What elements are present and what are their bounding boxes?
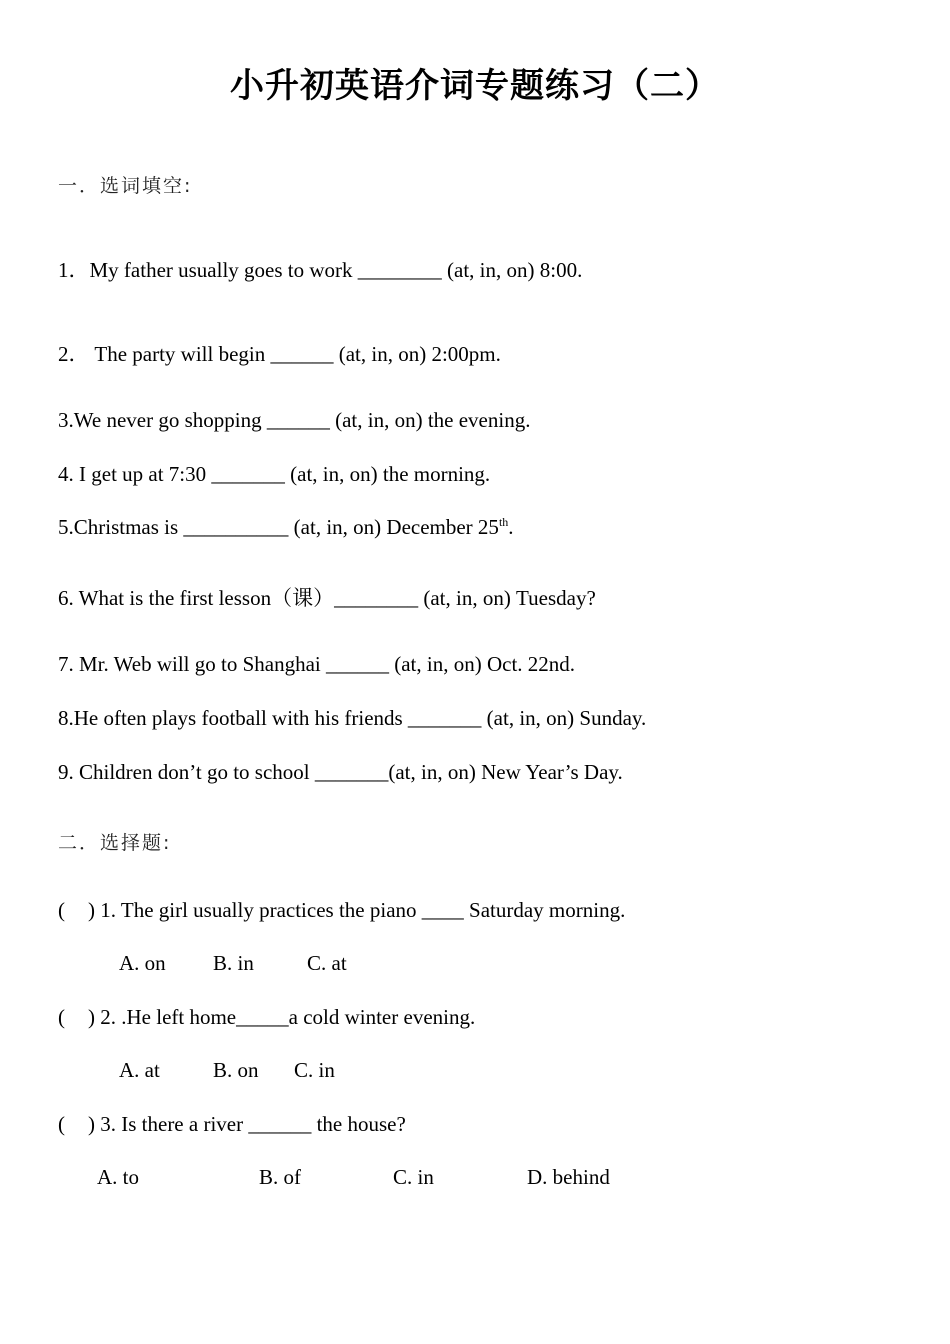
choice-question-3 [58,1112,406,1137]
choice-question-2 [58,1005,475,1030]
answer-paren: ( [58,898,65,922]
page-title: 小升初英语介词专题练习（二） [230,66,720,106]
option-a: A. on [119,951,166,975]
section-heading-fill-in: 一．选词填空: [58,175,193,197]
fill-in-item-1: 1．My father usually goes to work ________ (at, in, on) 8:00. [58,258,583,282]
ordinal-suffix: th [498,515,509,529]
answer-paren: ( [58,1112,65,1136]
option-c: C. in [393,1165,434,1189]
fill-in-item-9: 9. Children don’t go to school _______(at, in, on) New Year’s Day. [58,760,623,784]
option-d: D. behind [527,1165,610,1189]
fill-in-item-3: 3.We never go shopping ______ (at, in, on) the evening. [58,408,531,432]
fill-in-item-4: 4. I get up at 7:30 _______ (at, in, on) the morning. [58,462,491,486]
choice-question-1 [58,898,625,923]
fill-in-item-5-text: 5.Christmas is __________ (at, in, on) December 25 [58,515,499,539]
fill-in-item-5 [58,515,514,540]
fill-in-item-8: 8.He often plays football with his friends _______ (at, in, on) Sunday. [58,706,647,730]
option-b: B. on [213,1058,259,1082]
option-c: C. in [294,1058,335,1082]
fill-in-item-7: 7. Mr. Web will go to Shanghai ______ (at, in, on) Oct. 22nd. [58,652,576,676]
section-heading-multiple-choice: 二．选择题: [58,832,172,854]
fill-in-item-2: 2． The party will begin ______ (at, in, on) 2:00pm. [58,342,501,366]
option-b: B. of [259,1165,301,1189]
choice-question-3-stem: ) 3. Is there a river ______ the house? [88,1112,406,1136]
choice-question-1-stem: ) 1. The girl usually practices the piano ____ Saturday morning. [88,898,626,922]
option-a: A. at [119,1058,160,1082]
option-a: A. to [97,1165,139,1189]
fill-in-item-5-end: . [508,515,514,539]
option-c: C. at [307,951,347,975]
choice-question-2-stem: ) 2. .He left home_____a cold winter evening. [88,1005,476,1029]
fill-in-item-6: 6. What is the first lesson（课）________ (at, in, on) Tuesday? [58,586,596,610]
option-b: B. in [213,951,254,975]
answer-paren: ( [58,1005,65,1029]
